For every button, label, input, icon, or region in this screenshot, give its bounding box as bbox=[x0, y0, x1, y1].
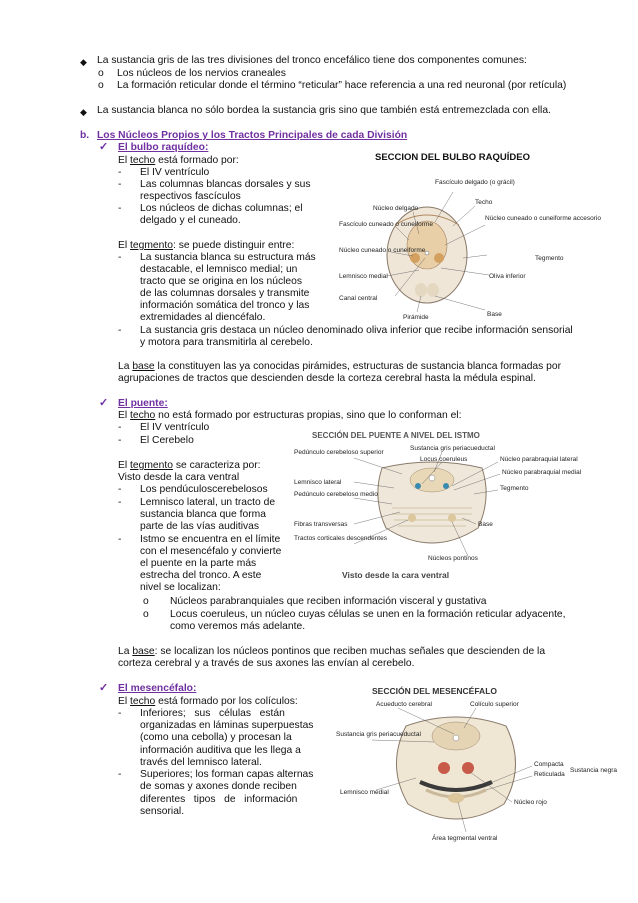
paragraph-white-matter: La sustancia blanca no sólo bordea la sustancia gris sino que también está entremezclada con ella. bbox=[97, 105, 551, 116]
figure-label: Fascículo cuneado o cuneiforme bbox=[339, 221, 433, 228]
subitem-reticular-formation: La formación reticular donde el término “reticular” hace referencia a una red neuronal (por retícula) bbox=[117, 80, 567, 91]
sub-marker: o bbox=[98, 80, 104, 91]
subitem-cranial-nuclei: Los núcleos de los nervios craneales bbox=[117, 68, 286, 79]
checkmark-icon: ✓ bbox=[99, 141, 109, 153]
bulbo-section-figure bbox=[335, 150, 601, 325]
figure-label: Fascículo delgado (o grácil) bbox=[435, 179, 515, 186]
mesencefalo-text: (como una cebolla) y procesan la bbox=[140, 732, 292, 743]
dash: - bbox=[118, 203, 122, 214]
figure-label: Oliva inferior bbox=[489, 273, 526, 280]
mesencefalo-techo-line: El techo está formado por los colículos: bbox=[118, 696, 298, 707]
figure-label: Núcleo rojo bbox=[514, 799, 547, 806]
puente-subitem: Locus coeruleus, un núcleo cuyas células se unen en la formación reticular adyacente, bbox=[170, 609, 566, 620]
figure-label: Acueducto cerebral bbox=[376, 701, 433, 708]
checkmark-icon: ✓ bbox=[99, 682, 109, 694]
mesencefalo-text: Inferiores; sus células están bbox=[140, 708, 285, 719]
figure-label: Sustancia gris periacueductal bbox=[410, 445, 495, 452]
dash: - bbox=[118, 708, 122, 719]
bulbo-tegmento-text: La sustancia gris destaca un núcleo denominado oliva inferior que recibe información sensorial bbox=[140, 325, 573, 336]
dash: - bbox=[118, 497, 122, 508]
figure-label: Área tegmental ventral bbox=[432, 835, 498, 842]
figure-label: Núcleo cuneado o cuneiforme bbox=[339, 247, 426, 254]
techo-word: techo bbox=[130, 696, 156, 707]
mesencefalo-text: organizadas en láminas superpuestas bbox=[140, 720, 314, 731]
bulbo-tegmento-text: información somática del tronco y las bbox=[140, 300, 310, 311]
dash: - bbox=[118, 325, 122, 336]
bulbo-techo-item: Las columnas blancas dorsales y sus bbox=[140, 179, 311, 190]
bulbo-tegmento-text: de las columnas dorsales y transmite bbox=[140, 288, 310, 299]
bulbo-techo-item: delgado y el cuneado. bbox=[140, 215, 241, 226]
bulbo-base-line2: agrupaciones de tractos que descienden desde la corteza cerebral hasta la médula espinal. bbox=[118, 373, 536, 384]
figure-label: Sustancia gris periacueductal bbox=[336, 731, 421, 738]
puente-item-text: Lemnisco lateral, un tracto de bbox=[140, 497, 276, 508]
bulbo-title: El bulbo raquídeo: bbox=[118, 142, 209, 153]
puente-item-text: nivel se localizan: bbox=[140, 582, 221, 593]
bulbo-techo-item: El IV ventrículo bbox=[140, 167, 210, 178]
paragraph-gray-matter: La sustancia gris de las tres divisiones del tronco encefálico tiene dos componentes comunes: bbox=[97, 55, 527, 66]
bulbo-base-line: La base la constituyen las ya conocidas pirámides, estructuras de sustancia blanca formadas por bbox=[118, 361, 562, 372]
figure-label: Tegmento bbox=[535, 255, 564, 262]
figure-label: Pedúnculo cerebeloso superior bbox=[294, 449, 384, 456]
figure-label: Sustancia negra bbox=[570, 767, 617, 774]
sub-marker: o bbox=[143, 609, 149, 620]
dash: - bbox=[118, 422, 122, 433]
dash: - bbox=[118, 534, 122, 545]
bulbo-tegmento-text: y motora para transmitirla al cerebelo. bbox=[140, 337, 313, 348]
dash: - bbox=[118, 167, 122, 178]
figure-label: Núcleo cuneado o cuneiforme accesorio bbox=[485, 215, 601, 222]
bulbo-tegmento-text: destacable, el lemnisco medial; un bbox=[140, 264, 298, 275]
figure-label: Base bbox=[487, 311, 502, 318]
figure-title: SECCIÓN DEL MESENCÉFALO bbox=[372, 686, 497, 696]
puente-tegmento-line: El tegmento se caracteriza por: bbox=[118, 460, 261, 471]
puente-item-text: estrecha del tronco. A este bbox=[140, 570, 262, 581]
sub-marker: o bbox=[98, 68, 104, 79]
mesencefalo-section-figure bbox=[336, 686, 616, 846]
puente-item-text: Los pendúculoscerebelosos bbox=[140, 484, 268, 495]
dash: - bbox=[118, 484, 122, 495]
bulbo-tegmento-text: extremidades al diencéfalo. bbox=[140, 312, 266, 323]
figure-title: SECCIÓN DEL PUENTE A NIVEL DEL ISTMO bbox=[312, 431, 480, 440]
figure-caption: Visto desde la cara ventral bbox=[342, 570, 450, 580]
bulbo-techo-item: Los núcleos de dichas columnas; el bbox=[140, 203, 303, 214]
figure-label: Canal central bbox=[339, 295, 378, 302]
bulbo-tegmento-line: El tegmento: se puede distinguir entre: bbox=[118, 240, 295, 251]
figure-label: Núcleo delgado bbox=[373, 205, 419, 212]
dash: - bbox=[118, 252, 122, 263]
figure-label: Lemnisco medial bbox=[340, 789, 389, 796]
puente-vista: Visto desde la cara ventral bbox=[118, 472, 240, 483]
mesencefalo-text: diferentes tipos de información bbox=[140, 794, 298, 805]
mesencefalo-text: Superiores; los forman capas alternas bbox=[140, 769, 314, 780]
figure-label: Techo bbox=[475, 199, 493, 206]
puente-item-text: sustancia blanca que forma bbox=[140, 509, 266, 520]
techo-word: techo bbox=[130, 410, 156, 421]
figure-label: Colículo superior bbox=[470, 701, 519, 708]
mesencefalo-text: de somas y axones donde reciben bbox=[140, 781, 297, 792]
sub-marker: o bbox=[143, 596, 149, 607]
dash: - bbox=[118, 179, 122, 190]
puente-section-figure bbox=[292, 428, 592, 583]
figure-label: Base bbox=[478, 521, 493, 528]
dash: - bbox=[118, 435, 122, 446]
dash: - bbox=[118, 769, 122, 780]
mesencefalo-title: El mesencéfalo: bbox=[118, 683, 197, 694]
bulbo-techo-line: El techo está formado por: bbox=[118, 155, 239, 166]
figure-label: Núcleo parabraquial lateral bbox=[500, 456, 578, 463]
puente-item-text: Istmo se encuentra en el límite bbox=[140, 534, 281, 545]
figure-label: Lemnisco medial bbox=[339, 273, 388, 280]
bullet-dot: ◆ bbox=[80, 107, 87, 117]
puente-techo-item: El Cerebelo bbox=[140, 435, 194, 446]
tegmento-word: tegmento bbox=[130, 460, 173, 471]
tegmento-word: tegmento bbox=[130, 240, 173, 251]
figure-label: Lemnisco lateral bbox=[294, 479, 342, 486]
puente-item-text: con el mesencéfalo y convierte bbox=[140, 546, 282, 557]
figure-label: Pedúnculo cerebeloso medio bbox=[294, 491, 378, 498]
bulbo-tegmento-text: La sustancia blanca su estructura más bbox=[140, 252, 316, 263]
puente-title: El puente: bbox=[118, 398, 168, 409]
figure-label: Núcleos pontinos bbox=[428, 555, 478, 562]
base-word: base bbox=[132, 361, 155, 372]
puente-techo-item: El IV ventrículo bbox=[140, 422, 210, 433]
section-marker: b. bbox=[80, 130, 90, 141]
figure-label: Tractos corticales descendentes bbox=[294, 535, 387, 542]
figure-label: Locus coeruleus bbox=[420, 456, 468, 463]
puente-subitem: como veremos más adelante. bbox=[170, 621, 306, 632]
section-title: Los Núcleos Propios y los Tractos Principales de cada División bbox=[97, 130, 408, 141]
bulbo-techo-item: respectivos fascículos bbox=[140, 191, 241, 202]
bullet-dot: ◆ bbox=[80, 57, 87, 67]
puente-base-line: La base: se localizan los núcleos pontinos que reciben muchas señales que descienden de la bbox=[118, 646, 546, 657]
puente-techo-line: El techo no está formado por estructuras propias, sino que lo conforman el: bbox=[118, 410, 462, 421]
checkmark-icon: ✓ bbox=[99, 397, 109, 409]
figure-label: Tegmento bbox=[500, 485, 529, 492]
figure-label: Compacta bbox=[534, 761, 564, 768]
figure-label: Fibras transversas bbox=[294, 521, 348, 528]
bulbo-tegmento-text: tracto que se origina en los núcleos bbox=[140, 276, 302, 287]
figure-label: Reticulada bbox=[534, 771, 565, 778]
mesencefalo-text: través del lemnisco lateral. bbox=[140, 757, 262, 768]
base-word: base bbox=[132, 646, 155, 657]
mesencefalo-text: sensorial. bbox=[140, 806, 185, 817]
figure-title: SECCION DEL BULBO RAQUÍDEO bbox=[375, 152, 531, 163]
figure-label: Núcleo parabraquial medial bbox=[502, 469, 582, 476]
puente-base-line2: corteza cerebral y a través de sus axones las envían al cerebelo. bbox=[118, 658, 415, 669]
puente-item-text: parte de las vías auditivas bbox=[140, 521, 260, 532]
techo-word: techo bbox=[130, 155, 156, 166]
figure-label: Pirámide bbox=[403, 314, 429, 321]
puente-subitem: Núcleos parabranquiales que reciben información visceral y gustativa bbox=[170, 596, 487, 607]
mesencefalo-text: información auditiva que les llega a bbox=[140, 745, 301, 756]
puente-item-text: el puente en la parte más bbox=[140, 558, 257, 569]
